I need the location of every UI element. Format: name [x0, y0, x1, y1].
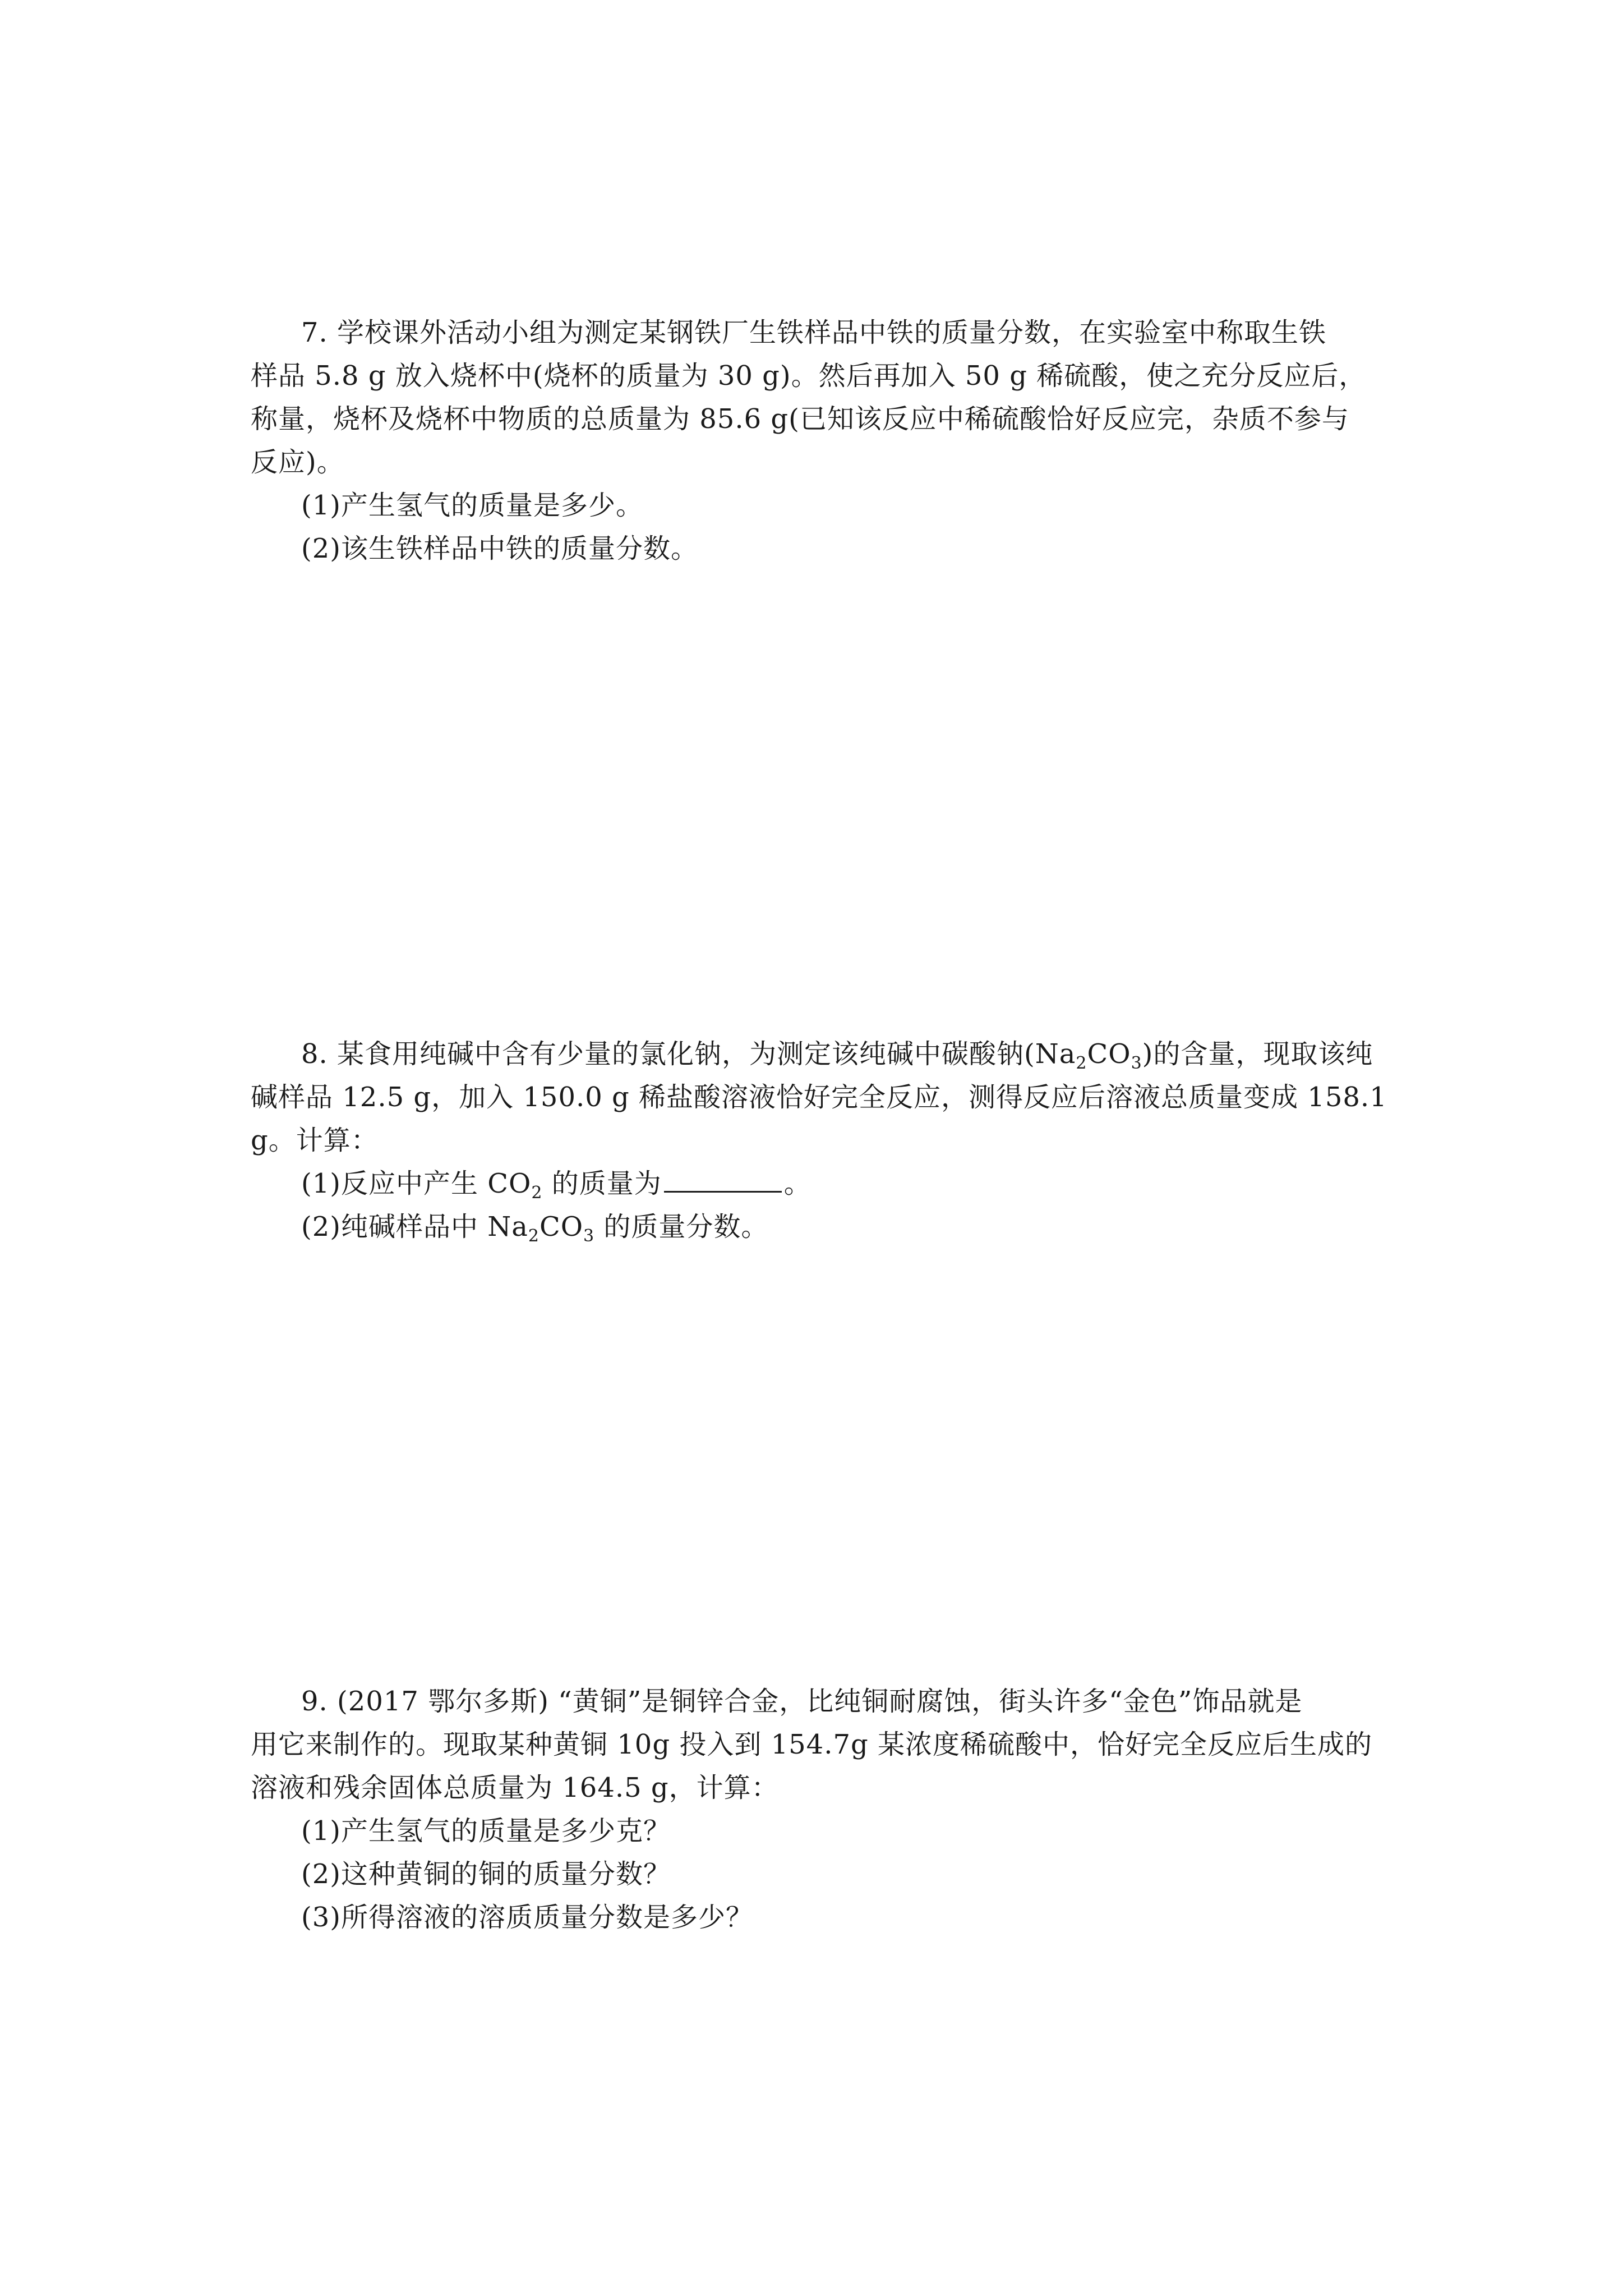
- question-8-line-1-tail: )的含量，现取该纯: [1142, 1038, 1373, 1070]
- question-9-line-3: 溶液和残余固体总质量为 164.5 g，计算：: [251, 1772, 779, 1803]
- formula-text: CO: [1087, 1038, 1131, 1070]
- question-7-line-2: 样品 5.8 g 放入烧杯中(烧杯的质量为 30 g)。然后再加入 50 g 稀硫酸，使之充分反应后，: [251, 360, 1367, 392]
- subscript: 2: [528, 1226, 540, 1246]
- part-2-text: (2)纯碱样品中 Na: [301, 1211, 528, 1243]
- question-9: [251, 1685, 1399, 1944]
- part-1-text: (1)反应中产生 CO: [301, 1168, 532, 1199]
- subscript: 3: [1131, 1053, 1142, 1073]
- question-9-line-2: 用它来制作的。现取某种黄铜 10g 投入到 154.7g 某浓度稀硫酸中，恰好完全反应后生成的: [251, 1729, 1372, 1760]
- question-7: [251, 316, 1399, 576]
- question-7-part-1: (1)产生氢气的质量是多少。: [301, 490, 643, 521]
- part-1-end: 。: [783, 1168, 811, 1199]
- question-9-line-1: 9. (2017 鄂尔多斯) “黄铜”是铜锌合金，比纯铜耐腐蚀，街头许多“金色”饰品就是: [301, 1686, 1303, 1717]
- part-1-text-tail: 的质量为: [542, 1168, 662, 1199]
- question-8-part-1: [251, 1167, 1399, 1211]
- question-8-line-1: [251, 1038, 1399, 1081]
- question-8: [251, 1038, 1399, 1254]
- question-9-part-3: (3)所得溶液的溶质质量分数是多少？: [301, 1902, 753, 1933]
- question-8-line-2: 碱样品 12.5 g，加入 150.0 g 稀盐酸溶液恰好完全反应，测得反应后溶液总质量变成 158.1: [251, 1082, 1387, 1113]
- answer-blank[interactable]: [664, 1168, 782, 1193]
- question-7-line-4: 反应)。: [251, 447, 344, 478]
- question-8-line-3: g。计算：: [251, 1125, 379, 1156]
- question-9-part-1: (1)产生氢气的质量是多少克？: [301, 1815, 671, 1847]
- subscript: 2: [1076, 1053, 1087, 1073]
- question-9-part-2: (2)这种黄铜的铜的质量分数？: [301, 1858, 671, 1890]
- question-7-line-3: 称量，烧杯及烧杯中物质的总质量为 85.6 g(已知该反应中稀硫酸恰好反应完，杂质不参与: [251, 403, 1349, 435]
- subscript: 3: [583, 1226, 595, 1246]
- question-8-part-2: [251, 1211, 1399, 1254]
- subscript: 2: [531, 1183, 543, 1203]
- part-2-text-tail: 的质量分数。: [594, 1211, 769, 1243]
- question-7-part-2: (2)该生铁样品中铁的质量分数。: [301, 533, 698, 564]
- question-8-line-1-text: 8. 某食用纯碱中含有少量的氯化钠，为测定该纯碱中碳酸钠(Na: [301, 1038, 1076, 1070]
- question-7-line-1: 7. 学校课外活动小组为测定某钢铁厂生铁样品中铁的质量分数，在实验室中称取生铁: [301, 317, 1327, 348]
- formula-text: CO: [539, 1211, 584, 1243]
